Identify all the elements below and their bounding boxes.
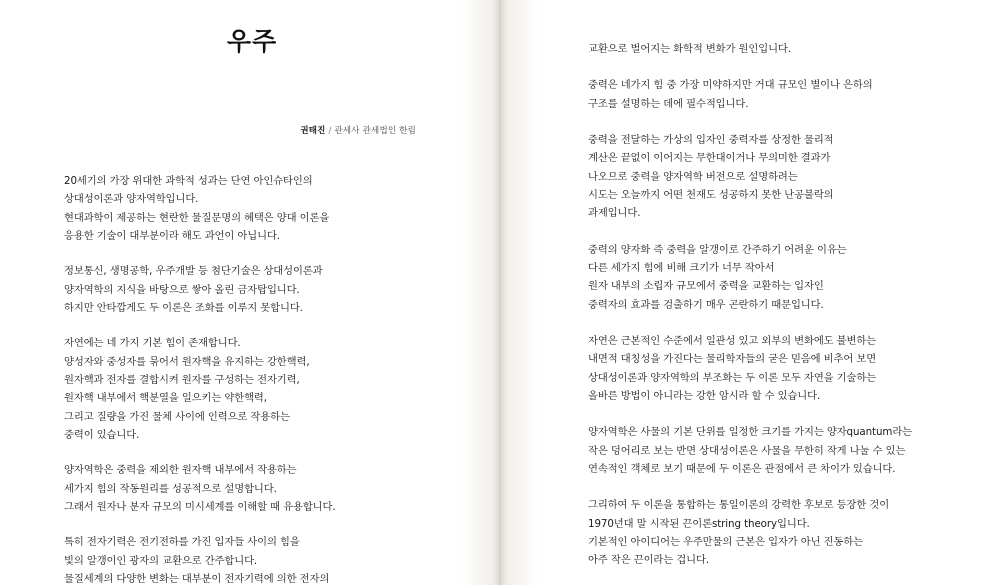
paragraph-line: 원자 내부의 소립자 규모에서 중력을 교환하는 입자인 bbox=[588, 280, 824, 293]
paragraph-line: 양자역학의 지식을 바탕으로 쌓아 올린 금자탑입니다. bbox=[64, 283, 300, 296]
paragraph-line: 자연은 근본적인 수준에서 일관성 있고 외부의 변화에도 불변하는 bbox=[588, 334, 877, 347]
paragraph-line: 과제입니다. bbox=[588, 207, 641, 220]
paragraph-line: 연속적인 객체로 보기 때문에 두 이론은 관점에서 큰 차이가 있습니다. bbox=[588, 462, 896, 475]
paragraph-line: 시도는 오늘까지 어떤 천재도 성공하지 못한 난공불락의 bbox=[588, 188, 834, 201]
byline-affiliation: 관세사 관세법인 한림 bbox=[334, 126, 416, 136]
paragraph-line: 그리하여 두 이론을 통합하는 통일이론의 강력한 후보로 등장한 것이 bbox=[588, 499, 890, 512]
paragraph-line: 중력을 전달하는 가상의 입자인 중력자를 상정한 물리적 bbox=[588, 133, 834, 146]
paragraph-line: 중력자의 효과를 검출하기 매우 곤란하기 때문입니다. bbox=[588, 298, 824, 311]
paragraph-line: 자연에는 네 가지 기본 힘이 존재합니다. bbox=[64, 337, 241, 350]
paragraph bbox=[588, 496, 948, 569]
paragraph-line: 빛의 알갱이인 광자의 교환으로 간주합니다. bbox=[64, 554, 258, 567]
paragraph-line: 중력이 있습니다. bbox=[64, 428, 140, 441]
paragraph-line: 내면적 대칭성을 가진다는 물리학자들의 굳은 믿음에 비추어 보면 bbox=[588, 353, 877, 366]
paragraph bbox=[588, 332, 948, 405]
paragraph-line: 올바른 방법이 아니라는 강한 암시라 할 수 있습니다. bbox=[588, 389, 821, 402]
paragraph bbox=[588, 40, 948, 58]
paragraph-line: 물질세계의 다양한 변화는 대부분이 전자기력에 의한 전자의 bbox=[64, 572, 330, 585]
paragraph bbox=[588, 76, 948, 113]
paragraph-line: 작은 덩어리로 보는 반면 상대성이론은 사물을 무한히 작게 나눌 수 있는 bbox=[588, 444, 906, 457]
paragraph-line: 세가지 힘의 작동원리를 성공적으로 설명합니다. bbox=[64, 482, 277, 495]
paragraph-line: 구조를 설명하는 데에 필수적입니다. bbox=[588, 97, 749, 110]
paragraph-line: 그래서 원자나 분자 규모의 미시세계를 이해할 때 유용합니다. bbox=[64, 500, 336, 513]
paragraph bbox=[588, 241, 948, 314]
paragraph-line: 다른 세가지 힘에 비해 크기가 너무 작아서 bbox=[588, 261, 775, 274]
left-column bbox=[0, 0, 500, 585]
paragraph bbox=[64, 172, 440, 245]
paragraph-line: 양성자와 중성자를 묶어서 원자핵을 유지하는 강한핵력, bbox=[64, 355, 310, 368]
byline-separator: / bbox=[328, 126, 332, 136]
paragraph-line: 현대과학이 제공하는 현란한 물질문명의 혜택은 양대 이론을 bbox=[64, 211, 330, 224]
paragraph-line: 응용한 기술이 대부분이라 해도 과언이 아닙니다. bbox=[64, 229, 280, 242]
paragraph bbox=[64, 461, 440, 516]
byline bbox=[64, 124, 440, 136]
paragraph-line: 20세기의 가장 위대한 과학적 성과는 단연 아인슈타인의 bbox=[64, 175, 313, 187]
paragraph-line: 원자핵 내부에서 핵분열을 일으키는 약한핵력, bbox=[64, 392, 267, 405]
paragraph-line: 나오므로 중력을 양자역학 버전으로 설명하려는 bbox=[588, 170, 798, 183]
paragraph-line: 교환으로 벌어지는 화학적 변화가 원인입니다. bbox=[588, 43, 791, 55]
paragraph-line: 하지만 안타깝게도 두 이론은 조화를 이루지 못합니다. bbox=[64, 301, 303, 314]
paragraph-line: 그리고 질량을 가진 물체 사이에 인력으로 작용하는 bbox=[64, 410, 290, 423]
paragraph bbox=[64, 262, 440, 317]
paragraph-line: 상대성이론과 양자역학의 부조화는 두 이론 모두 자연을 기술하는 bbox=[588, 371, 877, 384]
paragraph-line: 계산은 끝없이 이어지는 무한대이거나 무의미한 결과가 bbox=[588, 152, 831, 165]
paragraph bbox=[64, 334, 440, 444]
paragraph-line: 중력의 양자화 즉 중력을 알갱이로 간주하기 어려운 이유는 bbox=[588, 243, 847, 256]
right-body-text bbox=[588, 40, 948, 570]
paragraph bbox=[64, 533, 440, 588]
paragraph-line: 양자역학은 중력을 제외한 원자핵 내부에서 작용하는 bbox=[64, 464, 297, 477]
page-title: 우주 bbox=[226, 27, 278, 56]
paragraph-line: 원자핵과 전자를 결합시켜 원자를 구성하는 전자기력, bbox=[64, 373, 300, 386]
left-body-text bbox=[64, 172, 440, 588]
paragraph bbox=[588, 131, 948, 223]
paragraph-line: 1970년대 말 시작된 끈이론string theory입니다. bbox=[588, 517, 810, 530]
paragraph-line: 아주 작은 끈이라는 겁니다. bbox=[588, 554, 710, 567]
paragraph-line: 기본적인 아이디어는 우주만물의 근본은 입자가 아닌 진동하는 bbox=[588, 535, 864, 548]
byline-author: 권태진 bbox=[300, 126, 326, 136]
paragraph-line: 특히 전자기력은 전기전하를 가진 입자들 사이의 힘을 bbox=[64, 536, 300, 549]
paragraph-line: 중력은 네가지 힘 중 가장 미약하지만 거대 규모인 별이나 은하의 bbox=[588, 79, 873, 92]
paragraph-line: 상대성이론과 양자역학입니다. bbox=[64, 193, 199, 206]
right-column bbox=[500, 0, 1000, 585]
paragraph-line: 정보통신, 생명공학, 우주개발 등 첨단기술은 상대성이론과 bbox=[64, 265, 323, 278]
paragraph-line: 양자역학은 사물의 기본 단위를 일정한 크기를 가지는 양자quantum라는 bbox=[588, 426, 913, 439]
paragraph bbox=[588, 423, 948, 478]
